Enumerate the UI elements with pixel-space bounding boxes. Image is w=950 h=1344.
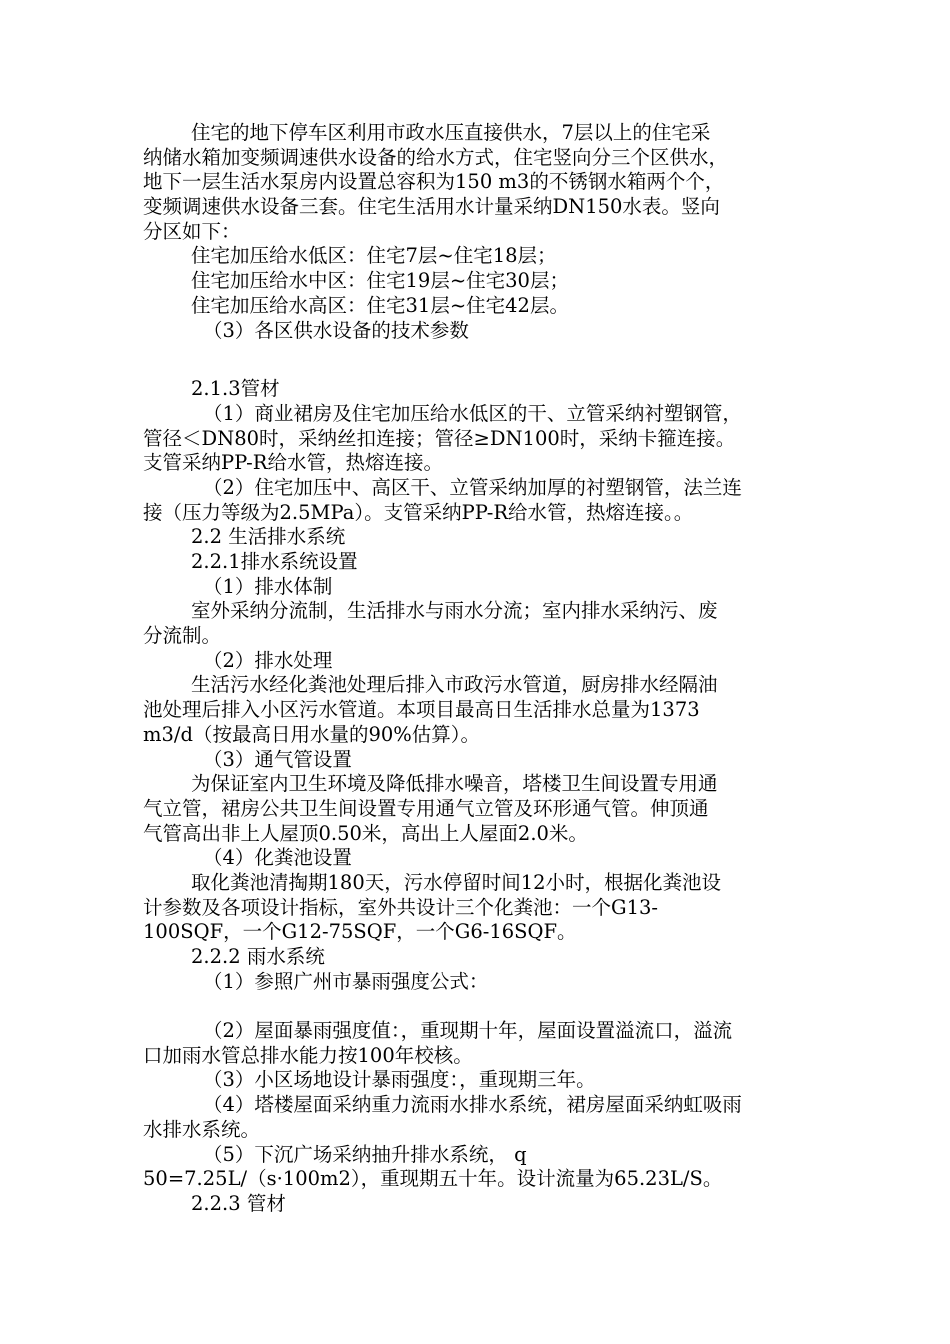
blank-line	[143, 343, 823, 377]
subheading: （1）排水体制	[203, 574, 333, 598]
subheading: （2）排水处理	[203, 648, 333, 672]
paragraph-line: （3）小区场地设计暴雨强度：，重现期三年。	[203, 1068, 596, 1092]
blank-line	[143, 994, 823, 1019]
section-heading: 2.2.1排水系统设置	[191, 550, 358, 573]
paragraph-line: （1）商业裙房及住宅加压给水低区的干、立管采纳衬塑钢管，	[203, 401, 742, 425]
subheading: （3）通气管设置	[203, 747, 352, 771]
section-heading: 2.2.2 雨水系统	[191, 945, 325, 968]
paragraph-line: 为保证室内卫生环境及降低排水噪音，塔楼卫生间设置专用通	[191, 772, 718, 796]
paragraph-line: （5）下沉广场采纳抽升排水系统， q	[203, 1142, 527, 1166]
subheading: （4）化粪池设置	[203, 846, 352, 870]
document-page	[143, 121, 823, 1217]
paragraph-line: 生活污水经化粪池处理后排入市政污水管道，厨房排水经隔油	[191, 673, 718, 697]
subheading: （3）各区供水设备的技术参数	[203, 318, 469, 342]
zone-line: 住宅加压给水中区：住宅19层~住宅30层；	[191, 269, 569, 293]
paragraph-line: 取化粪池清掏期180天，污水停留时间12小时，根据化粪池设	[191, 870, 722, 894]
paragraph-line: （1）参照广州市暴雨强度公式：	[203, 969, 489, 993]
paragraph-line: 住宅的地下停车区利用市政水压直接供水，7层以上的住宅采	[191, 121, 711, 144]
paragraph-line: 接（压力等级为2.5MPa）。支管采纳PP-R给水管，热熔连接。。	[143, 500, 694, 524]
paragraph-line: 气管高出非上人屋顶0.50米，高出上人屋面2.0米。	[143, 821, 588, 845]
paragraph-line: 纳储水箱加变频调速供水设备的给水方式，住宅竖向分三个区供水，	[143, 145, 729, 169]
paragraph-line: 50=7.25L/（s·100m2），重现期五十年。设计流量为65.23L/S。	[143, 1167, 723, 1191]
paragraph-line: 室外采纳分流制，生活排水与雨水分流；室内排水采纳污、废	[191, 599, 718, 623]
paragraph-line: 分流制。	[143, 624, 222, 648]
paragraph-line: 变频调速供水设备三套。住宅生活用水计量采纳DN150水表。竖向	[143, 195, 720, 219]
paragraph-line: 计参数及各项设计指标，室外共设计三个化粪池：一个G13-	[143, 895, 658, 919]
paragraph-line: （2）住宅加压中、高区干、立管采纳加厚的衬塑钢管，法兰连	[203, 475, 742, 499]
paragraph-line: 支管采纳PP-R给水管，热熔连接。	[143, 451, 443, 475]
paragraph-line: （4）塔楼屋面采纳重力流雨水排水系统，裙房屋面采纳虹吸雨	[203, 1093, 742, 1117]
section-heading: 2.1.3管材	[191, 377, 280, 401]
paragraph-line: 100SQF，一个G12-75SQF，一个G6-16SQF。	[143, 920, 577, 944]
paragraph-line: 水排水系统。	[143, 1117, 261, 1141]
paragraph-line: （2）屋面暴雨强度值：，重现期十年，屋面设置溢流口，溢流	[203, 1019, 733, 1043]
section-heading: 2.2 生活排水系统	[191, 525, 346, 549]
zone-line: 住宅加压给水低区：住宅7层~住宅18层；	[191, 244, 557, 268]
paragraph-line: 分区如下：	[143, 219, 241, 243]
section-heading: 2.2.3 管材	[191, 1191, 286, 1215]
paragraph-line: 管径＜DN80时，采纳丝扣连接；管径≥DN100时，采纳卡箍连接。	[143, 426, 736, 450]
paragraph-line: 气立管，裙房公共卫生间设置专用通气立管及环形通气管。伸顶通	[143, 796, 709, 820]
paragraph-line: 池处理后排入小区污水管道。本项目最高日生活排水总量为1373	[143, 698, 700, 722]
zone-line: 住宅加压给水高区：住宅31层~住宅42层。	[191, 293, 569, 317]
paragraph-line: m3/d（按最高日用水量的90%估算）。	[143, 722, 481, 746]
paragraph-line: 口加雨水管总排水能力按100年校核。	[143, 1043, 473, 1067]
paragraph-line: 地下一层生活水泵房内设置总容积为150 m3的不锈钢水箱两个个，	[143, 170, 725, 194]
